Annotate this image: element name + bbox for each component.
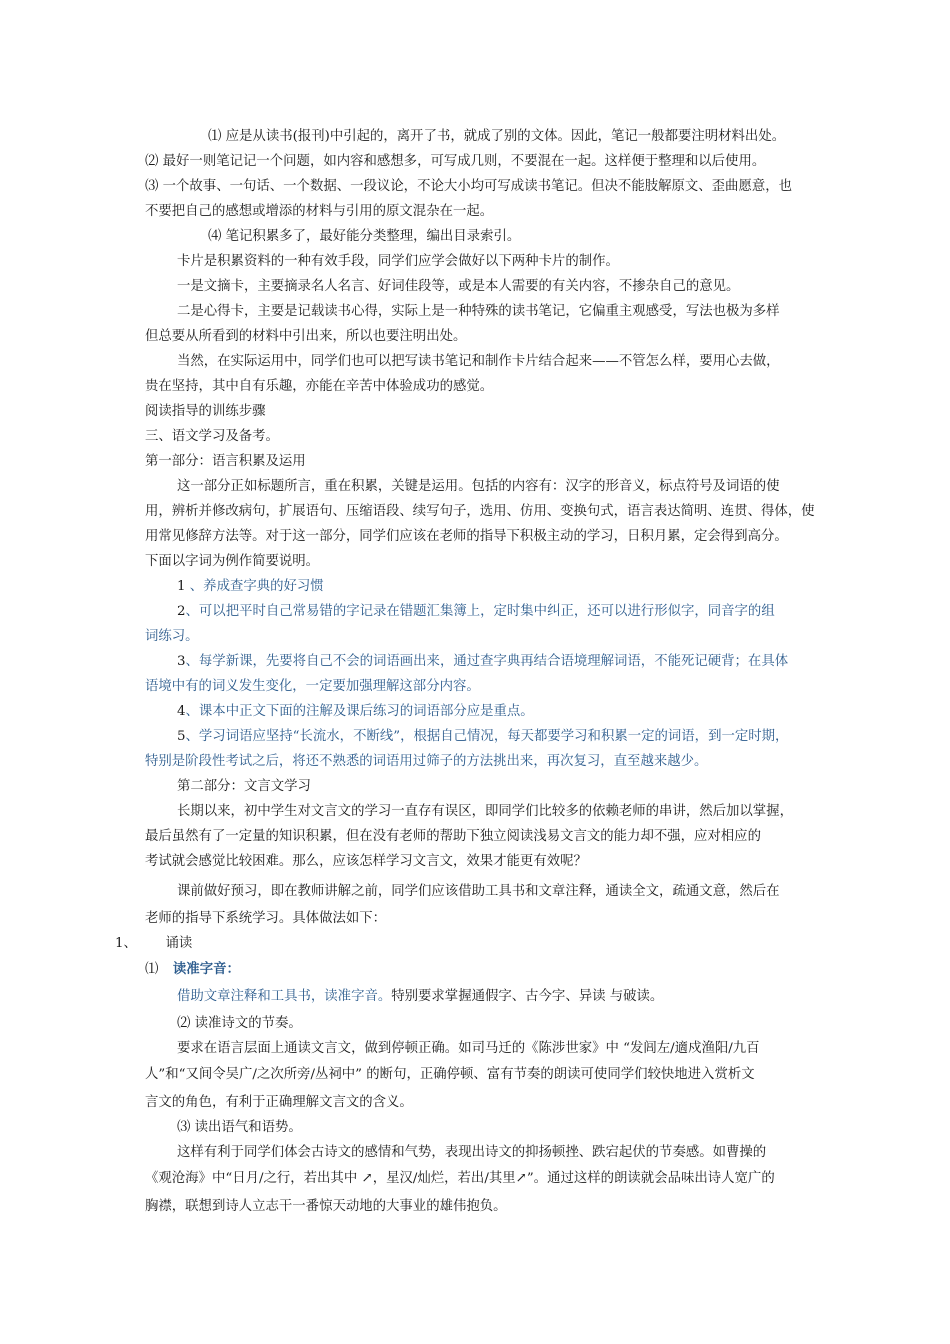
- heading-reading-steps: 阅读指导的训练步骤: [145, 404, 266, 419]
- cards-reflection-line-2: 但总要从所看到的材料中引出来，所以也要注明出处。: [145, 329, 467, 344]
- sub-3-line-1: 这样有利于同学们体会古诗文的感情和气势，表现出诗文的抑扬顿挫、跌宕起伏的节奏感。如曹操的: [177, 1145, 767, 1160]
- sub-3-heading: ⑶ 读出语气和语势。: [177, 1120, 302, 1135]
- note-4: ⑷ 笔记积累多了，最好能分类整理，编出目录索引。: [208, 229, 521, 244]
- sub-2-line-1: 要求在语言层面上通读文言文，做到停顿正确。如司马迁的《陈涉世家》中 “发闾左/適戍渔阳/九百: [177, 1041, 760, 1056]
- list-item-2: [177, 603, 775, 621]
- list-item-4: [177, 703, 534, 721]
- list-number-4: 4: [177, 704, 186, 719]
- recite-title: 诵读: [165, 936, 193, 951]
- cards-conclusion-line-2: 贵在坚持，其中自有乐趣，亦能在辛苦中体验成功的感觉。: [145, 379, 494, 394]
- sub-1-number: ⑴: [145, 962, 159, 977]
- part1-line-2: 用，辨析并修改病句，扩展语句、压缩语段、续写句子，选用、仿用、变换句式，语言表达简明、连贯、得体，使: [145, 504, 815, 519]
- sub-1-heading: [145, 960, 240, 979]
- note-3-line-1: ⑶ 一个故事、一句话、一个数据、一段议论，不论大小均可写成读书笔记。但决不能肢解原文、歪曲愿意，也: [145, 179, 793, 194]
- cards-excerpt: 一是文摘卡，主要摘录名人名言、好词佳段等，或是本人需要的有关内容，不掺杂自己的意见。: [177, 279, 740, 294]
- sub-1-text-blue: 借助文章注释和工具书，读准字音。: [177, 989, 392, 1004]
- heading-part-2: 第二部分：文言文学习: [177, 779, 311, 794]
- note-1: ⑴ 应是从读书(报刊)中引起的，离开了书，就成了别的文体。因此，笔记一般都要注明材料出处。: [208, 129, 786, 144]
- sub-1-text: [177, 988, 663, 1006]
- heading-part-1: 第一部分：语言积累及运用: [145, 454, 306, 469]
- sub-2-line-3: 言文的角色，有利于正确理解文言文的含义。: [145, 1095, 413, 1110]
- part2-line-5: 老师的指导下系统学习。具体做法如下：: [145, 911, 387, 926]
- list-item-3: [177, 653, 788, 671]
- sub-3-line-3: 胸襟，联想到诗人立志干一番惊天动地的大事业的雄伟抱负。: [145, 1199, 507, 1214]
- sub-1-title: 读准字音：: [172, 961, 240, 977]
- list-text-3: 、每学新课，先要将自己不会的词语画出来，通过查字典再结合语境理解词语，不能死记硬背；在具体: [185, 654, 789, 669]
- list-text-4: 、课本中正文下面的注解及课后练习的词语部分应是重点。: [185, 704, 534, 719]
- list-text-5: 、学习词语应坚持“长流水，不断线”，根据自己情况，每天都要学习和积累一定的词语，到一定时期，: [185, 729, 789, 744]
- list-item-2-line-2: 词练习。: [145, 629, 199, 644]
- part2-line-2: 最后虽然有了一定量的知识积累，但在没有老师的帮助下独立阅读浅易文言文的能力却不强，应对相应的: [145, 829, 761, 844]
- note-2: ⑵ 最好一则笔记记一个问题，如内容和感想多，可写成几则，不要混在一起。这样便于整理和以后使用。: [145, 154, 766, 169]
- note-3-line-2: 不要把自己的感想或增添的材料与引用的原文混杂在一起。: [145, 204, 494, 219]
- recite-heading: [115, 935, 192, 953]
- list-number-3: 3: [177, 654, 186, 669]
- list-item-5-line-2: 特别是阶段性考试之后，将还不熟悉的词语用过筛子的方法挑出来，再次复习，直至越来越少。: [145, 754, 708, 769]
- cards-intro: 卡片是积累资料的一种有效手段，同学们应学会做好以下两种卡片的制作。: [177, 254, 619, 269]
- part2-line-1: 长期以来，初中学生对文言文的学习一直存有误区，即同学们比较多的依赖老师的串讲，然后加以掌握，: [177, 804, 793, 819]
- list-item-5: [177, 728, 788, 746]
- list-number-5: 5: [177, 729, 186, 744]
- list-number-1: 1: [177, 579, 186, 594]
- part1-line-3: 用常见修辞方法等。对于这一部分，同学们应该在老师的指导下积极主动的学习，日积月累，定会得到高分。: [145, 529, 788, 544]
- part1-line-1: 这一部分正如标题所言，重在积累，关键是运用。包括的内容有：汉字的形音义，标点符号及词语的使: [177, 479, 780, 494]
- sub-2-heading: ⑵ 读准诗文的节奏。: [177, 1016, 302, 1031]
- part1-line-4: 下面以字词为例作简要说明。: [145, 554, 320, 569]
- sub-2-line-2: 人”和“又间令吴广/之次所旁/丛祠中” 的断句，正确停顿、富有节奏的朗读可使同学们较快地进入赏析文: [145, 1067, 755, 1082]
- list-number-2: 2: [177, 604, 186, 619]
- sub-1-text-rest: 特别要求掌握通假字、古今字、异读 与破读。: [391, 989, 664, 1004]
- list-text-1: 、养成查字典的好习惯: [189, 579, 324, 594]
- part2-line-3: 考试就会感觉比较困难。那么，应该怎样学习文言文，效果才能更有效呢？: [145, 854, 587, 869]
- list-text-2: 、可以把平时自己常易错的字记录在错题汇集簿上，定时集中纠正，还可以进行形似字，同音字的组: [185, 604, 775, 619]
- heading-section-3: 三、语文学习及备考。: [145, 429, 279, 444]
- part2-line-4: 课前做好预习，即在教师讲解之前，同学们应该借助工具书和文章注释，通读全文，疏通文意，然后在: [177, 884, 780, 899]
- list-item-1: [177, 578, 324, 596]
- sub-3-line-2: 《观沧海》中“日月/之行，若出其中 ↗，星汉/灿烂，若出/其里↗”。通过这样的朗读就会品味出诗人宽广的: [145, 1171, 775, 1186]
- list-item-3-line-2: 语境中有的词义发生变化，一定要加强理解这部分内容。: [145, 679, 480, 694]
- recite-number: 1、: [115, 936, 137, 951]
- cards-conclusion-line-1: 当然，在实际运用中，同学们也可以把写读书笔记和制作卡片结合起来——不管怎么样，要用心去做，: [177, 354, 780, 369]
- cards-reflection-line-1: 二是心得卡，主要是记载读书心得，实际上是一种特殊的读书笔记，它偏重主观感受，写法也极为多样: [177, 304, 780, 319]
